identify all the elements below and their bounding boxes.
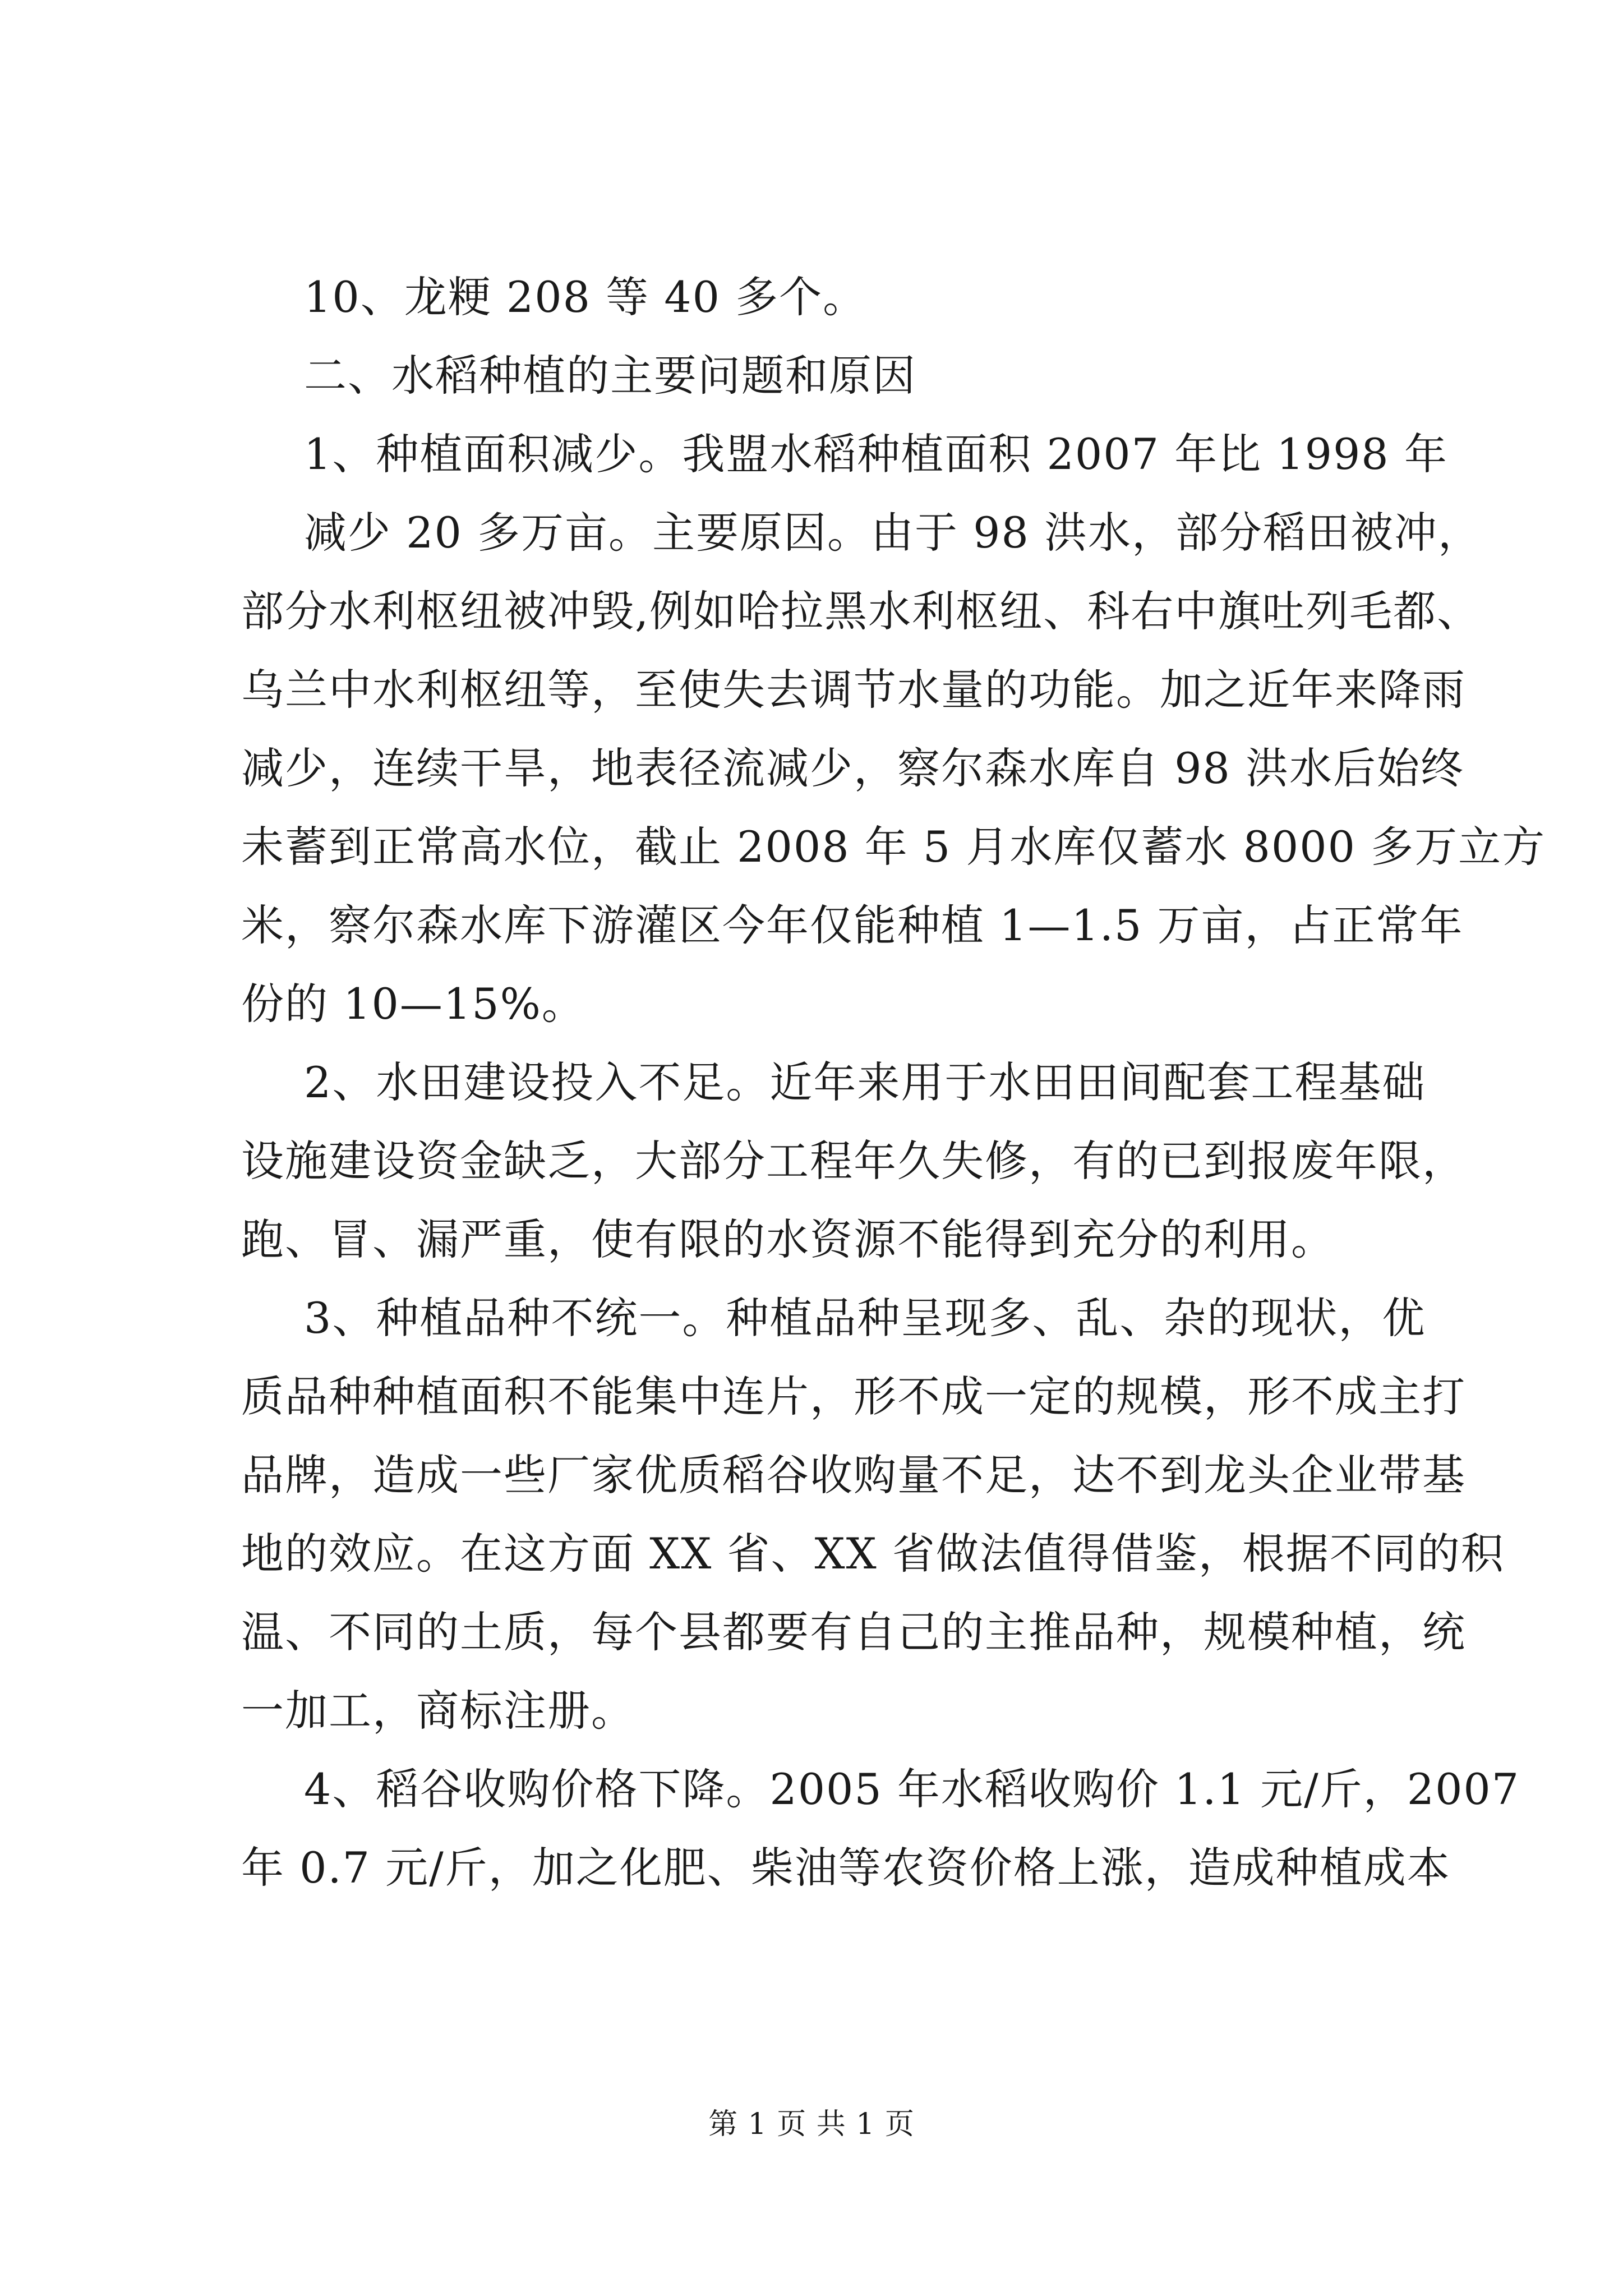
page-footer: 第 1 页 共 1 页 — [708, 2108, 915, 2141]
text-line: 一加工，商标注册。 — [241, 1686, 635, 1736]
text-line: 设施建设资金缺乏，大部分工程年久失修，有的已到报废年限， — [241, 1136, 1466, 1186]
text-line: 跑、冒、漏严重，使有限的水资源不能得到充分的利用。 — [241, 1214, 1335, 1264]
text-line: 减少 20 多万亩。主要原因。由于 98 洪水，部分稻田被冲， — [304, 508, 1482, 558]
text-line: 部分水利枢纽被冲毁,例如哈拉黑水利枢纽、科右中旗吐列毛都、 — [241, 586, 1481, 636]
text-line: 减少，连续干旱，地表径流减少，察尔森水库自 98 洪水后始终 — [241, 743, 1465, 793]
text-line: 品牌，造成一些厂家优质稻谷收购量不足，达不到龙头企业带基 — [241, 1450, 1466, 1500]
text-line: 米，察尔森水库下游灌区今年仅能种植 1—1.5 万亩，占正常年 — [241, 900, 1464, 950]
text-line: 10、龙粳 208 等 40 多个。 — [304, 272, 867, 322]
text-line: 未蓄到正常高水位，截止 2008 年 5 月水库仅蓄水 8000 多万立方 — [241, 822, 1546, 872]
section-heading: 二、水稻种植的主要问题和原因 — [304, 351, 916, 401]
text-line: 乌兰中水利枢纽等，至使失去调节水量的功能。加之近年来降雨 — [241, 665, 1466, 715]
text-line: 地的效应。在这方面 XX 省、XX 省做法值得借鉴，根据不同的积 — [241, 1529, 1505, 1579]
text-line: 2、水田建设投入不足。近年来用于水田田间配套工程基础 — [304, 1057, 1426, 1107]
document-body — [241, 258, 1546, 1907]
text-line: 温、不同的土质，每个县都要有自己的主推品种，规模种植，统 — [241, 1607, 1466, 1657]
text-line: 年 0.7 元/斤，加之化肥、柴油等农资价格上涨，造成种植成本 — [241, 1843, 1451, 1893]
text-line: 质品种种植面积不能集中连片，形不成一定的规模，形不成主打 — [241, 1372, 1466, 1421]
text-line: 份的 10—15%。 — [241, 979, 585, 1029]
text-line: 3、种植品种不统一。种植品种呈现多、乱、杂的现状，优 — [304, 1293, 1426, 1343]
text-line: 4、稻谷收购价格下降。2005 年水稻收购价 1.1 元/斤，2007 — [304, 1764, 1520, 1814]
text-line: 1、种植面积减少。我盟水稻种植面积 2007 年比 1998 年 — [304, 429, 1448, 479]
